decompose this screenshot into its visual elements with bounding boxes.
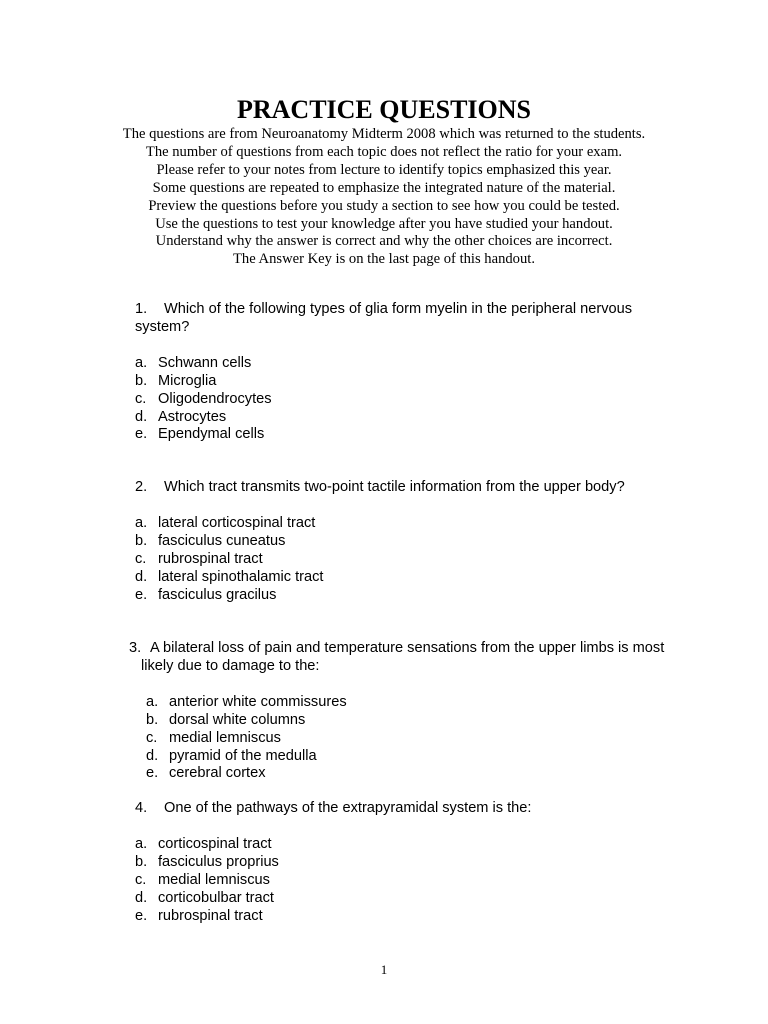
intro-line: Please refer to your notes from lecture to identify topics emphasized this year. [156, 161, 612, 178]
answer-option [135, 515, 675, 533]
question-number: 3. [129, 640, 142, 656]
answer-option [135, 872, 675, 890]
option-text: Microglia [158, 372, 217, 389]
option-letter: a. [146, 693, 159, 710]
answer-option [135, 355, 675, 373]
answer-option [146, 748, 675, 766]
option-text: corticospinal tract [158, 835, 272, 852]
option-letter: c. [135, 871, 147, 888]
option-text: lateral spinothalamic tract [158, 568, 324, 585]
option-letter: c. [146, 729, 158, 746]
question-2 [135, 479, 675, 604]
answer-option [135, 854, 675, 872]
question-1 [135, 301, 675, 444]
answer-options [135, 515, 675, 605]
option-letter: a. [135, 514, 148, 531]
answer-option [135, 426, 675, 444]
option-letter: e. [135, 586, 148, 603]
option-letter: b. [135, 853, 148, 870]
option-letter: a. [135, 354, 148, 371]
option-text: pyramid of the medulla [169, 747, 317, 764]
option-letter: a. [135, 835, 148, 852]
answer-option [135, 908, 675, 926]
option-letter: e. [135, 426, 148, 443]
option-text: Schwann cells [158, 354, 252, 371]
answer-option [146, 694, 675, 712]
option-text: fasciculus cuneatus [158, 532, 286, 549]
option-letter: c. [135, 550, 147, 567]
intro-line: Some questions are repeated to emphasize the integrated nature of the material. [152, 179, 616, 196]
option-text: rubrospinal tract [158, 907, 263, 924]
option-text: Oligodendrocytes [158, 390, 272, 407]
intro-line: Use the questions to test your knowledge after you have studied your handout. [155, 215, 613, 232]
option-text: rubrospinal tract [158, 550, 263, 567]
answer-option [135, 551, 675, 569]
option-letter: b. [146, 711, 159, 728]
option-text: fasciculus proprius [158, 853, 279, 870]
answer-option [135, 836, 675, 854]
answer-option [146, 765, 675, 783]
option-text: medial lemniscus [158, 871, 270, 888]
answer-option [146, 730, 675, 748]
question-number: 4. [135, 800, 148, 816]
option-text: cerebral cortex [169, 765, 266, 782]
option-letter: e. [146, 765, 159, 782]
option-letter: e. [135, 907, 148, 924]
intro-paragraph [0, 126, 768, 269]
answer-option [135, 373, 675, 391]
answer-option [146, 712, 675, 730]
option-text: corticobulbar tract [158, 889, 274, 906]
option-text: medial lemniscus [169, 729, 281, 746]
question-number: 2. [135, 479, 148, 495]
intro-line: Preview the questions before you study a section to see how you could be tested. [148, 197, 620, 214]
answer-option [135, 587, 675, 605]
option-letter: b. [135, 372, 148, 389]
question-text: One of the pathways of the extrapyramidal system is the: [164, 800, 532, 816]
option-letter: d. [135, 408, 148, 425]
intro-line: The number of questions from each topic does not reflect the ratio for your exam. [145, 143, 623, 160]
answer-option [135, 569, 675, 587]
option-letter: d. [135, 889, 148, 906]
question-4 [135, 800, 675, 925]
option-text: dorsal white columns [169, 711, 306, 728]
option-letter: c. [135, 390, 147, 407]
intro-line: Understand why the answer is correct and why the other choices are incorrect. [155, 233, 613, 250]
question-number: 1. [135, 301, 148, 317]
question-3 [129, 640, 675, 783]
intro-line: The Answer Key is on the last page of this handout. [233, 251, 535, 268]
option-text: anterior white commissures [169, 693, 347, 710]
answer-option [135, 533, 675, 551]
page-title: PRACTICE QUESTIONS [236, 95, 531, 124]
option-text: lateral corticospinal tract [158, 514, 316, 531]
option-letter: b. [135, 532, 148, 549]
question-text: A bilateral loss of pain and temperature sensations from the upper limbs is most likely due to damage to the: [141, 640, 665, 674]
answer-options [146, 694, 675, 784]
option-letter: d. [135, 568, 148, 585]
answer-option [135, 391, 675, 409]
answer-option [135, 409, 675, 427]
intro-line: The questions are from Neuroanatomy Midterm 2008 which was returned to the students. [122, 126, 646, 142]
answer-option [135, 890, 675, 908]
option-letter: d. [146, 747, 159, 764]
question-text: Which tract transmits two-point tactile information from the upper body? [164, 479, 625, 495]
answer-options [135, 836, 675, 926]
option-text: Ependymal cells [158, 426, 265, 443]
question-text: Which of the following types of glia form myelin in the peripheral nervous system? [135, 301, 633, 335]
page-number: 1 [380, 962, 388, 977]
answer-options [135, 355, 675, 445]
option-text: fasciculus gracilus [158, 586, 277, 603]
option-text: Astrocytes [158, 408, 227, 425]
